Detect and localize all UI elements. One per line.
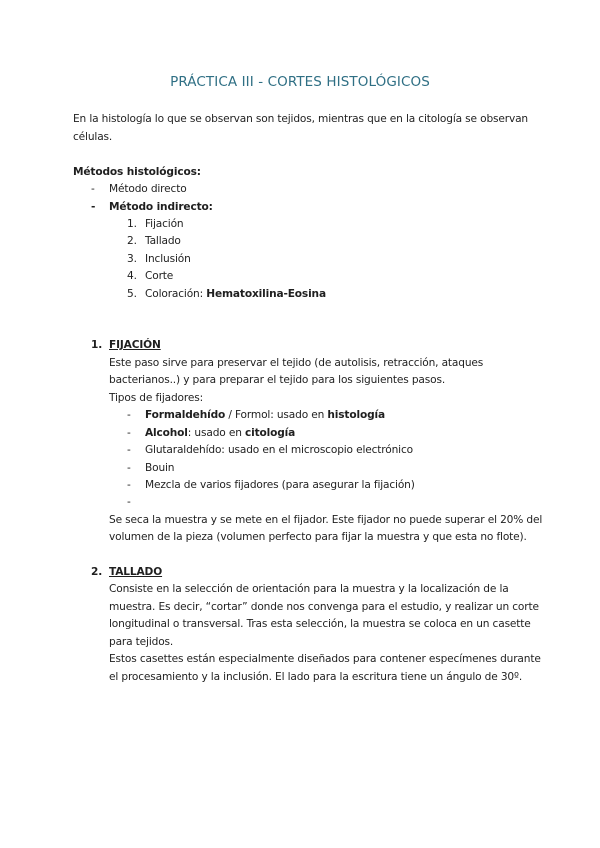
section-heading-fijacion: FIJACIÓN	[109, 339, 161, 351]
method-direct: Método directo	[109, 183, 187, 195]
paragraph-line: Consiste en la selección de orientación para la muestra y la localización de la	[109, 583, 509, 595]
paragraph-line: Se seca la muestra y se mete en el fijador. Este fijador no puede superar el 20% del	[109, 514, 543, 526]
intro-line-1: En la histología lo que se observan son tejidos, mientras que en la citología se observan	[73, 113, 528, 125]
bullet-dash: -	[91, 201, 96, 213]
bullet-dash: -	[127, 479, 131, 491]
bullet-dash: -	[127, 409, 131, 421]
methods-heading: Métodos histológicos:	[73, 166, 201, 178]
page-title: PRÁCTICA III - CORTES HISTOLÓGICOS	[170, 74, 430, 90]
section-number: 1.	[91, 339, 103, 351]
fixative-bouin: Bouin	[145, 462, 175, 474]
paragraph-line: Este paso sirve para preservar el tejido (de autolisis, retracción, ataques	[109, 357, 484, 369]
paragraph-line: volumen de la pieza (volumen perfecto para fijar la muestra y que esta no flote).	[109, 531, 527, 543]
step-number: 5.	[127, 288, 137, 300]
step-coloracion-label: Coloración:	[145, 288, 207, 300]
step-number: 3.	[127, 253, 137, 265]
paragraph-line: bacterianos..) y para preparar el tejido para los siguientes pasos.	[109, 374, 446, 386]
bullet-dash: -	[127, 462, 131, 474]
fixative-name: Formaldehído	[145, 409, 226, 421]
bullet-dash: -	[127, 444, 131, 456]
section-heading-tallado: TALLADO	[109, 566, 163, 578]
section-number: 2.	[91, 566, 103, 578]
fixative-text: : usado en	[187, 427, 245, 439]
fixative-alcohol	[145, 426, 295, 440]
fixative-text: / Formol: usado en	[225, 409, 328, 421]
fixative-use: citología	[244, 427, 296, 439]
fixatives-label: Tipos de fijadores:	[109, 392, 203, 404]
method-indirect: Método indirecto:	[109, 201, 213, 213]
bullet-dash: -	[91, 183, 95, 195]
step-fijacion: Fijación	[145, 218, 184, 230]
step-corte: Corte	[145, 270, 174, 282]
fixative-mezcla: Mezcla de varios fijadores (para asegurar la fijación)	[145, 479, 415, 491]
fixative-name: Alcohol	[145, 427, 188, 439]
stain-name: Hematoxilina-Eosina	[206, 288, 326, 300]
paragraph-line: el procesamiento y la inclusión. El lado para la escritura tiene un ángulo de 30º.	[109, 671, 523, 683]
fixative-use: histología	[327, 409, 385, 421]
bullet-dash: -	[127, 427, 131, 439]
paragraph-line: muestra. Es decir, “cortar” donde nos convenga para el estudio, y realizar un corte	[109, 601, 539, 613]
step-number: 1.	[127, 218, 137, 230]
paragraph-line: para tejidos.	[109, 636, 174, 648]
step-tallado: Tallado	[145, 235, 181, 247]
fixative-formaldehido	[145, 408, 385, 422]
paragraph-line: longitudinal o transversal. Tras esta selección, la muestra se coloca en un casette	[109, 618, 531, 630]
intro-line-2: células.	[73, 131, 113, 143]
step-number: 2.	[127, 235, 137, 247]
paragraph-line: Estos casettes están especialmente diseñados para contener especímenes durante	[109, 653, 541, 665]
fixative-glutaraldehido: Glutaraldehído: usado en el microscopio electrónico	[145, 444, 413, 456]
step-number: 4.	[127, 270, 137, 282]
bullet-dash: -	[127, 496, 131, 508]
step-inclusion: Inclusión	[145, 253, 191, 265]
step-coloracion	[145, 287, 326, 301]
